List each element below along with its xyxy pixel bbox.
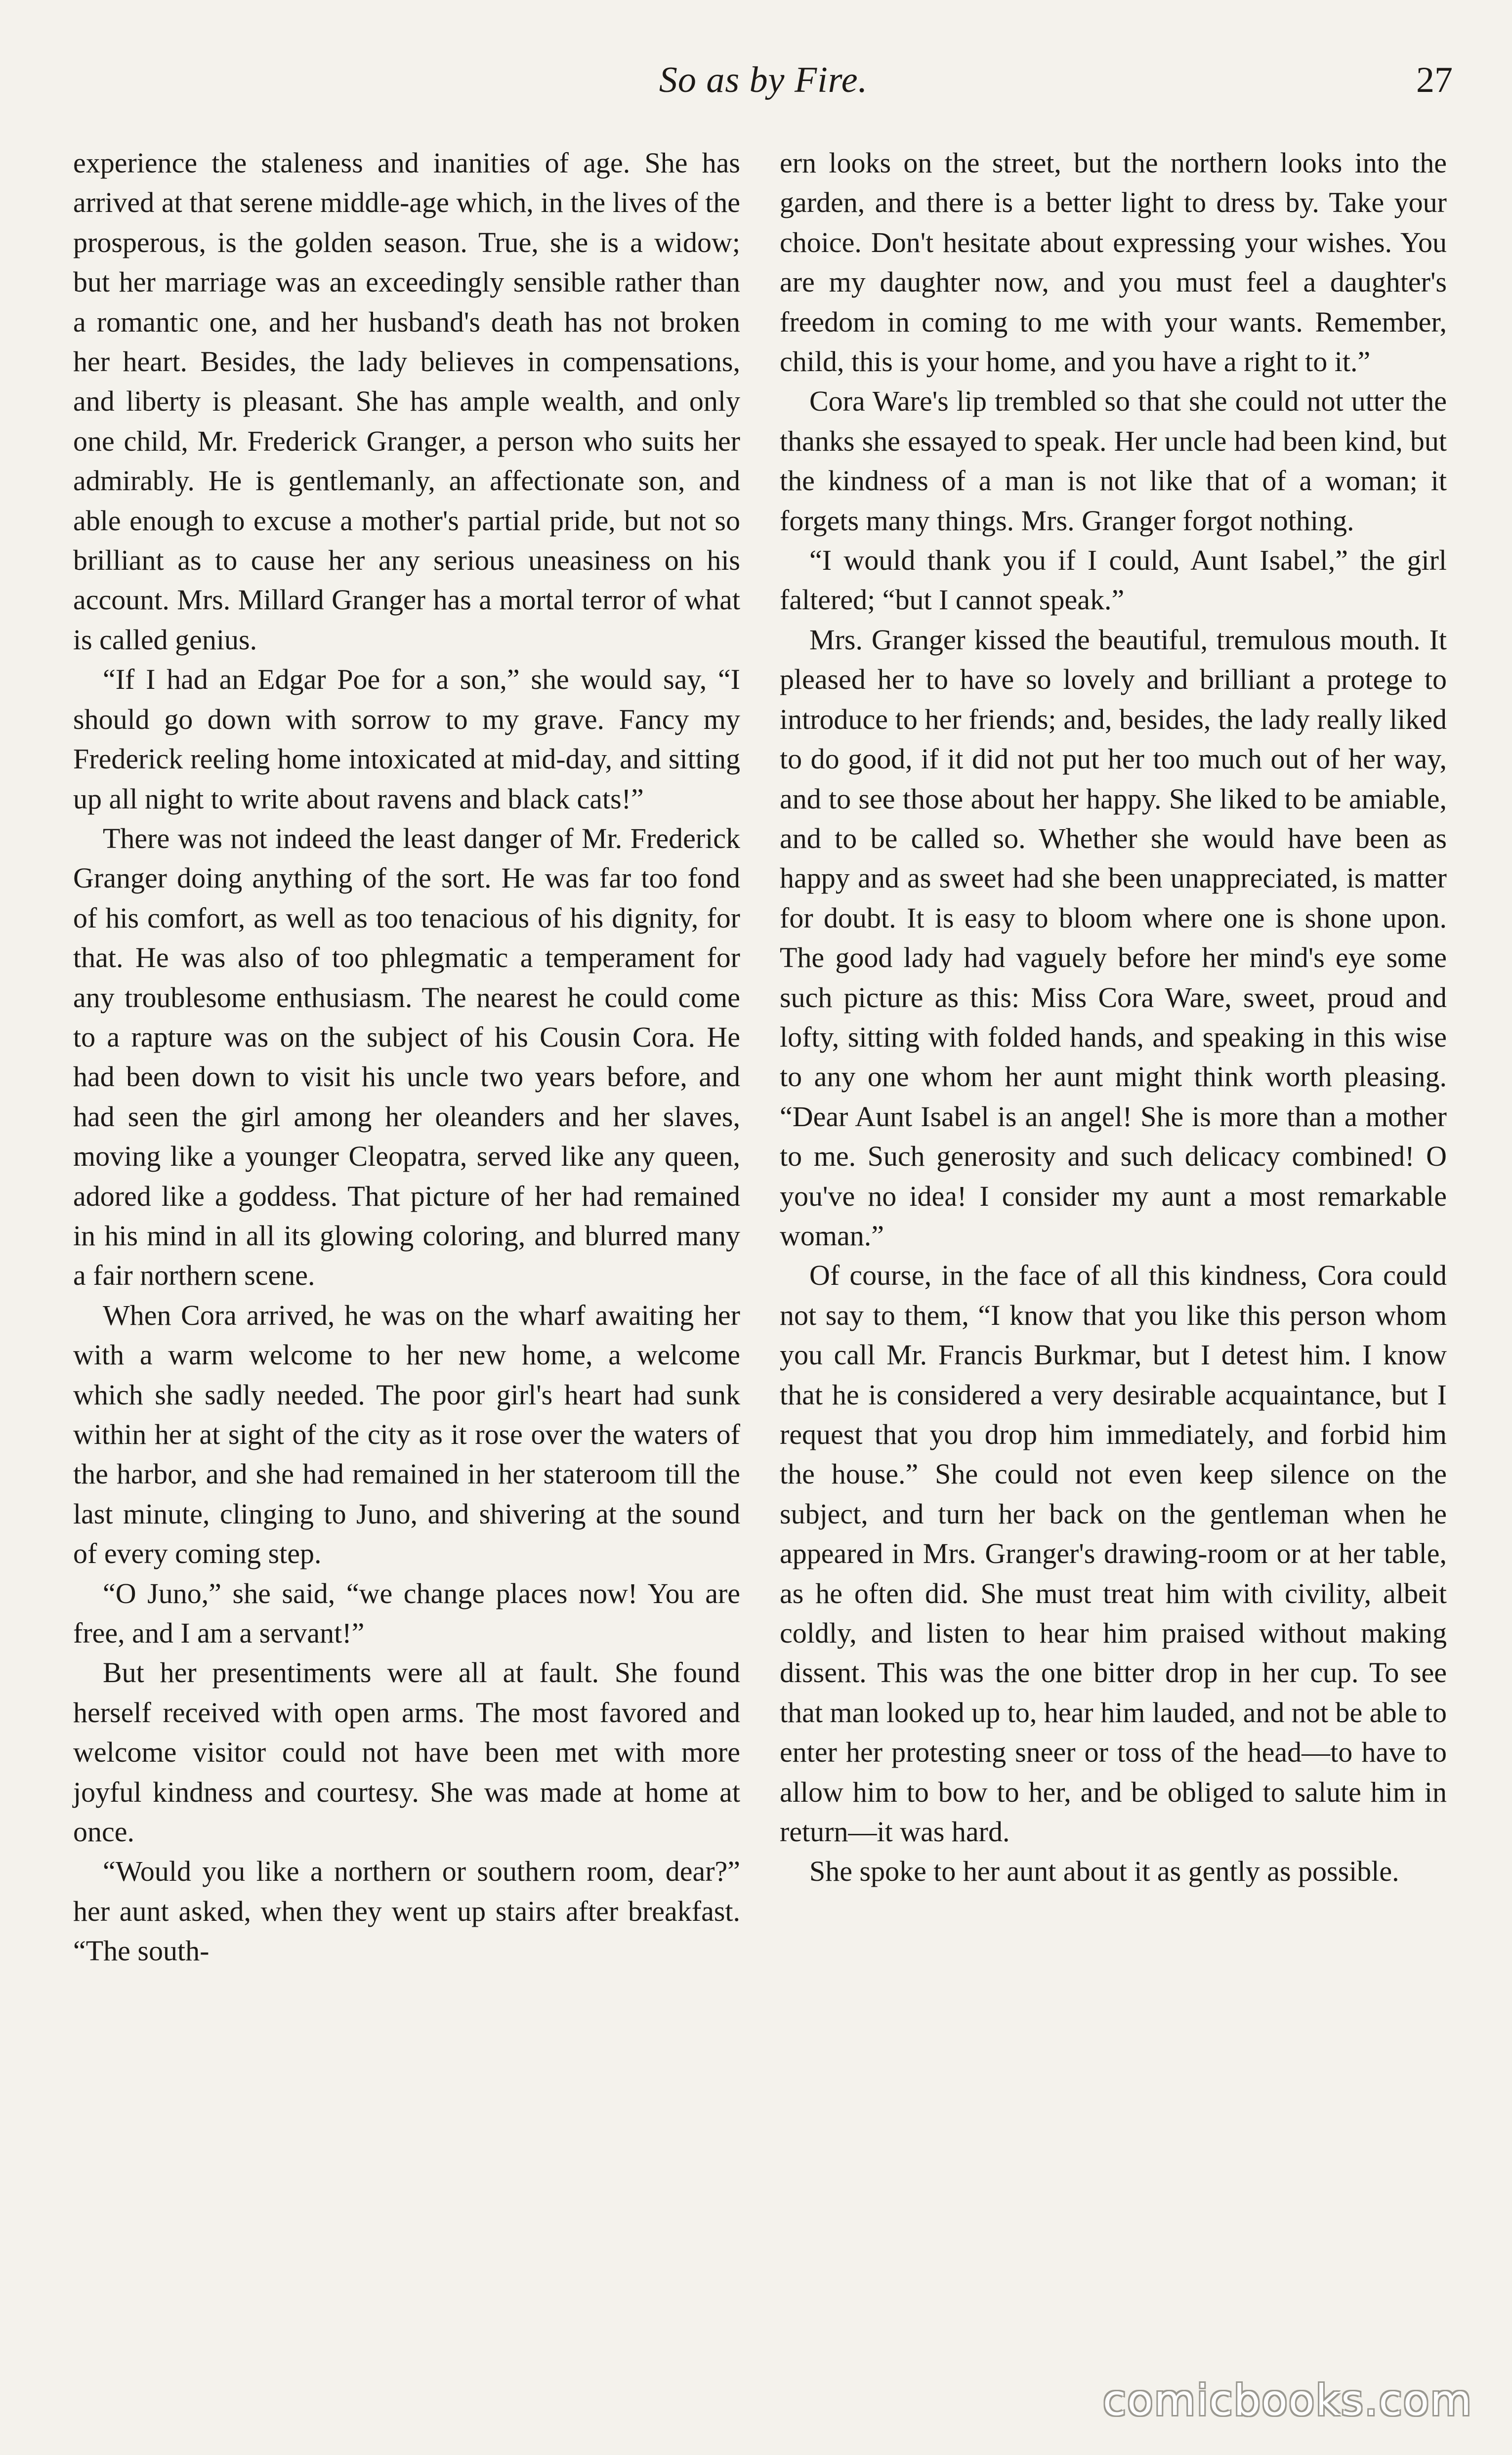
paragraph: ern looks on the street, but the northern looks into the garden, and there is a better light to dress by. Take your choice. Don't hesitate about expressing your wishes. You are my daughter now, and you must feel a daughter's freedom in coming to me with your wants. Remember, child, this is your home, and you have a right to it.” bbox=[780, 147, 1447, 378]
page-number: 27 bbox=[1416, 60, 1453, 100]
paragraph: Cora Ware's lip trembled so that she could not utter the thanks she essayed to speak. Her uncle had been kind, but the kindness of a man is not like that of a woman; it forgets many things. Mrs. Granger forgot nothing. bbox=[780, 385, 1447, 537]
paragraph: When Cora arrived, he was on the wharf awaiting her with a warm welcome to her new home, a welcome which she sadly needed. The poor girl's heart had sunk within her at sight of the city as it rose over the waters of the harbor, and she had remained in her stateroom till the last minute, clinging to Juno, and shivering at the sound of every coming step. bbox=[73, 1299, 740, 1570]
paragraph: But her presentiments were all at fault. She found herself received with open arms. The most favored and welcome visitor could not have been met with more joyful kindness and courtesy. She was made at home at once. bbox=[73, 1656, 740, 1848]
paragraph: “If I had an Edgar Poe for a son,” she would say, “I should go down with sorrow to my grave. Fancy my Frederick reeling home intoxicated at mid-day, and sitting up all night to write about ravens and black cats!” bbox=[73, 663, 740, 815]
watermark: comicbooks.com bbox=[1102, 2376, 1472, 2425]
paragraph: “I would thank you if I could, Aunt Isabel,” the girl faltered; “but I cannot speak.” bbox=[780, 544, 1447, 616]
left-column bbox=[73, 143, 740, 1971]
running-title: So as by Fire. bbox=[659, 60, 868, 100]
paragraph: Of course, in the face of all this kindness, Cora could not say to them, “I know that you like this person whom you call Mr. Francis Burkmar, but I detest him. I know that he is considered a very desirable acquaintance, but I request that you drop him immediately, and forbid him the house.” She could not even keep silence on the subject, and turn her back on the gentleman when he appeared in Mrs. Granger's drawing-room or at her table, as he often did. She must treat him with civility, albeit coldly, and listen to hear him praised without making dissent. This was the one bitter drop in her cup. To see that man looked up to, hear him lauded, and not be able to enter her protesting sneer or toss of the head—to have to allow him to bow to her, and be obliged to salute him in return—it was hard. bbox=[780, 1259, 1447, 1848]
paragraph: Mrs. Granger kissed the beautiful, tremulous mouth. It pleased her to have so lovely and brilliant a protege to introduce to her friends; and, besides, the lady really liked to do good, if it did not put her too much out of her way, and to see those about her happy. She liked to be amiable, and to be called so. Whether she would have been as happy and as sweet had she been unappreciated, is matter for doubt. It is easy to bloom where one is shone upon. The good lady had vaguely before her mind's eye some such picture as this: Miss Cora Ware, sweet, proud and lofty, sitting with folded hands, and speaking in this wise to any one whom her aunt might think worth pleasing. “Dear Aunt Isabel is an angel! She is more than a mother to me. Such generosity and such delicacy combined! O you've no idea! I consider my aunt a most remarkable woman.” bbox=[780, 623, 1447, 1252]
paragraph: There was not indeed the least danger of Mr. Frederick Granger doing anything of the sort. He was far too fond of his comfort, as well as too tenacious of his dignity, for that. He was also of too phlegmatic a temperament for any troublesome enthusiasm. The nearest he could come to a rapture was on the subject of his Cousin Cora. He had been down to visit his uncle two years before, and had seen the girl among her oleanders and her slaves, moving like a younger Cleopatra, served like any queen, adored like a goddess. That picture of her had remained in his mind in all its glowing coloring, and blurred many a fair northern scene. bbox=[73, 822, 740, 1292]
paragraph: “Would you like a northern or southern room, dear?” her aunt asked, when they went up stairs after breakfast. “The south- bbox=[73, 1855, 740, 1967]
paragraph: experience the staleness and inanities of age. She has arrived at that serene middle-age which, in the lives of the prosperous, is the golden season. True, she is a widow; but her marriage was an exceedingly sensible rather than a romantic one, and her husband's death has not broken her heart. Besides, the lady believes in compensations, and liberty is pleasant. She has ample wealth, and only one child, Mr. Frederick Granger, a person who suits her admirably. He is gentlemanly, an affectionate son, and able enough to excuse a mother's partial pride, but not so brilliant as to cause her any serious uneasiness on his account. Mrs. Millard Granger has a mortal terror of what is called genius. bbox=[73, 147, 740, 656]
page-header bbox=[74, 59, 1453, 119]
right-column bbox=[780, 143, 1447, 1892]
paragraph: “O Juno,” she said, “we change places now! You are free, and I am a servant!” bbox=[73, 1577, 740, 1650]
paragraph: She spoke to her aunt about it as gently as possible. bbox=[809, 1855, 1399, 1888]
